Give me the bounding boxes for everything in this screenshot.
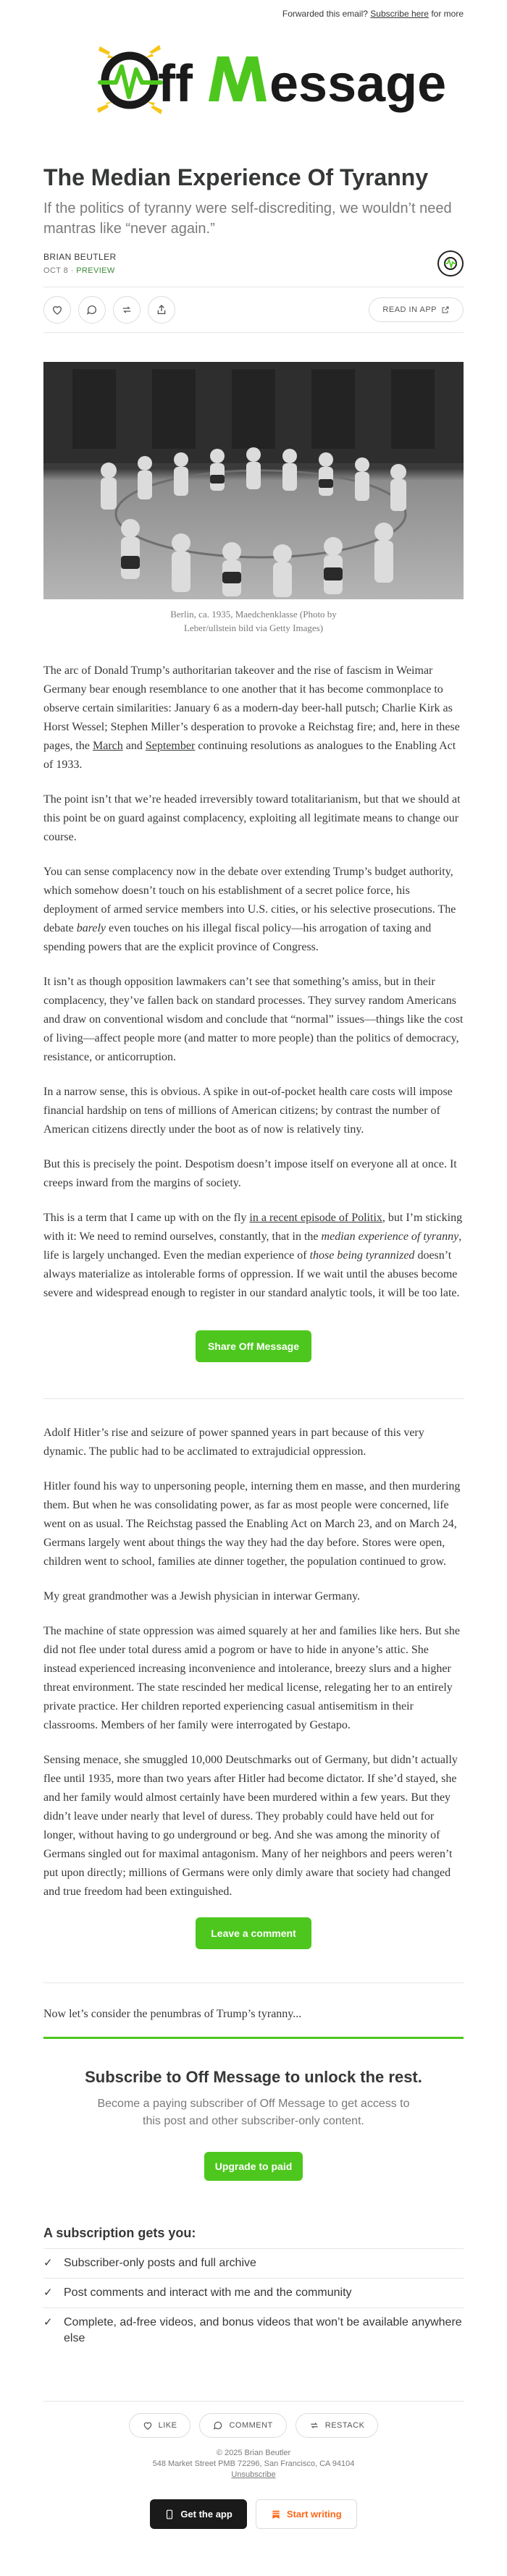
logo-text-essage: essage [269, 55, 447, 113]
forward-notice [0, 0, 507, 22]
post-title[interactable]: The Median Experience Of Tyranny [43, 164, 429, 190]
logo-m [209, 56, 267, 101]
share-off-message-button[interactable]: Share Off Message [196, 1330, 311, 1362]
paragraph [43, 1209, 464, 1303]
footer-actions [43, 2401, 464, 2438]
post-subtitle: If the politics of tyranny were self-discrediting, we wouldn’t need mantras like “never again.” [43, 200, 452, 237]
march-link[interactable]: March [92, 740, 123, 753]
paragraph: Now let’s consider the penumbras of Trump’s tyranny... [43, 2008, 302, 2021]
paragraph-text: continuing resolutions as analogues to the Enabling Act of 1933. [43, 740, 456, 772]
historical-photo[interactable] [43, 362, 464, 599]
comment-icon [213, 2420, 223, 2431]
paragraph: It isn’t as though opposition lawmakers can’t see that something’s amiss, but in their complacency, they’ve fallen back on standard processes. They survey random Americans and draw on conventional wisdom and conclude that “normal” issues—things like the cost of living—affect people more (and matter to more people) than the politics of democracy, resistance, or anticorruption. [43, 976, 464, 1064]
benefits-title: A subscription gets you: [43, 2226, 464, 2249]
author-name[interactable]: BRIAN BEUTLER [43, 252, 117, 263]
footer-restack-button[interactable] [296, 2413, 379, 2438]
emphasis: barely [76, 922, 106, 935]
list-item [43, 2308, 464, 2353]
divider [43, 1982, 464, 1983]
emphasis: those being tyrannized [309, 1249, 415, 1262]
publication-avatar[interactable] [437, 250, 464, 276]
start-writing-button[interactable] [256, 2499, 357, 2529]
forward-suffix: for more [428, 9, 464, 19]
restack-icon [121, 304, 133, 316]
paragraph: But this is precisely the point. Despotism doesn’t impose itself on everyone all at once. It creeps inward from the margins of society. [43, 1158, 457, 1190]
paragraph: Hitler found his way to unpersoning people, interning them en masse, and then murdering them. But when he was consolidating power, as far as most people were concerned, life went on as usual. The Reichstag passed the Enabling Act on March 23, and on March 24, Germans largely went about things the way they had the day before. Stores were open, children went to school, families ate dinner together, the population continued to grow. [43, 1480, 461, 1568]
read-in-app-label: READ IN APP [382, 305, 437, 315]
restack-icon [309, 2420, 319, 2431]
share-icon [156, 304, 167, 316]
paywall-description: Become a paying subscriber of Off Message to get access to this post and other subscriber-only content. [97, 2098, 410, 2128]
benefits-list [43, 2226, 464, 2353]
divider [43, 1398, 464, 1399]
check-icon: ✓ [43, 2257, 53, 2270]
footer-info [0, 2448, 507, 2480]
paragraph: Adolf Hitler’s rise and seizure of power spanned years in part because of this very dynamic. The public had to be acclimated to extrajudicial oppression. [43, 1427, 424, 1458]
restack-button[interactable] [113, 296, 141, 324]
check-icon: ✓ [43, 2286, 53, 2300]
paragraph: The machine of state oppression was aimed squarely at her and families like hers. But she did not flee under total duress amid a pogrom or have to hide in anyone’s attic. She instead experienced increasing inconvenience and intolerance, breezy slurs and a higher threat environment. The state rescinded her medical license, relegating her to an entirely private practice. Her children reported experiencing casual antisemitism in their classrooms. Members of her family were interrogated by Gestapo. [43, 1625, 460, 1732]
like-label: LIKE [158, 2421, 177, 2431]
post-date: OCT 8 [43, 266, 69, 276]
september-link[interactable]: September [145, 740, 196, 753]
benefit-text: Post comments and interact with me and the community [64, 2286, 352, 2300]
paragraph [43, 863, 464, 957]
comment-label: COMMENT [229, 2421, 273, 2431]
footer-like-button[interactable] [129, 2413, 191, 2438]
post-body-continued [43, 1424, 464, 1901]
leave-comment-button[interactable]: Leave a comment [196, 1917, 311, 1949]
post-date-row: OCT 8 · PREVIEW [43, 266, 115, 276]
list-item [43, 2279, 464, 2308]
benefit-text: Complete, ad-free videos, and bonus videos that won’t be available anywhere else [64, 2316, 462, 2345]
post-body [43, 662, 464, 1303]
paragraph: My great grandmother was a Jewish physician in interwar Germany. [43, 1590, 361, 1603]
forward-prefix: Forwarded this email? [282, 9, 371, 19]
like-button[interactable] [43, 296, 71, 324]
paragraph: Sensing menace, she smuggled 10,000 Deutschmarks out of Germany, but didn’t actually flee until 1935, more than two years after Hitler had become dictator. If she’d stayed, she and her family would almost certainly have been murdered within a few years. But they didn’t leave under nearly that level of duress. They probably could have held out for longer, without having to go underground or beg. And she was among the minority of Germans singled out for maximal antagonism. Many of her neighbors and peers weren’t put upon directly; millions of Germans were only dimly aware that society had changed and true freedom had been extinguished. [43, 1754, 458, 1899]
check-icon: ✓ [43, 2316, 53, 2329]
unsubscribe-link[interactable]: Unsubscribe [231, 2470, 276, 2480]
benefit-text: Subscriber-only posts and full archive [64, 2257, 256, 2270]
get-the-app-label: Get the app [180, 2509, 232, 2520]
heartbeat-icon [443, 256, 458, 271]
subscribe-link[interactable]: Subscribe here [370, 9, 429, 19]
post-action-bar [43, 287, 464, 333]
off-message-logo[interactable] [80, 32, 447, 133]
paragraph-text: This is a term that I came up with on the fly [43, 1212, 250, 1225]
paywall-heading: Subscribe to Off Message to unlock the rest. [85, 2068, 422, 2087]
comment-icon [86, 304, 98, 316]
share-button[interactable] [148, 296, 175, 324]
copyright: © 2025 Brian Beutler [216, 2449, 291, 2458]
preview-label: PREVIEW [76, 266, 115, 276]
substack-icon [271, 2509, 281, 2520]
paragraph-text: , life is largely unchanged. Even the median experience of [43, 1230, 462, 1262]
paragraph [43, 662, 464, 774]
politix-episode-link[interactable]: in a recent episode of Politix [249, 1212, 382, 1225]
paragraph-text: , but I’m sticking with it: We need to remind ourselves, constantly, that in the [43, 1212, 463, 1243]
photo-caption: Berlin, ca. 1935, Maedchenklasse (Photo by Leber/ullstein bild via Getty Images) [170, 609, 337, 634]
paragraph: The point isn’t that we’re headed irreversibly toward totalitarianism, but that we should at this point be on guard against complacency, exploiting all legitimate means to change our course. [43, 793, 461, 844]
paragraph-text: You can sense complacency now in the debate over extending Trump’s budget authority, which somehow doesn’t touch on his establishment of a secret police force, his deployment of armed service members into U.S. cities, or his selective prosecutions. The debate [43, 866, 456, 935]
read-in-app-button[interactable] [369, 297, 464, 322]
paragraph-text: and [122, 740, 146, 753]
heart-icon [143, 2420, 153, 2431]
paragraph-text: even touches on his illegal fiscal policy—his arrogation of taxing and spending powers that are the explicit province of Congress. [43, 922, 432, 954]
emphasis: median experience of tyranny [321, 1230, 459, 1243]
external-link-icon [441, 305, 450, 314]
paywall-box [43, 2037, 464, 2181]
logo-text-ff: ff [158, 55, 193, 113]
list-item [43, 2249, 464, 2279]
comment-button[interactable] [78, 296, 106, 324]
byline [43, 250, 464, 276]
paragraph: In a narrow sense, this is obvious. A spike in out-of-pocket health care costs will impose financial hardship on tens of millions of American citizens; by contrast the number of American citizens directly under the boot as of now is relatively tiny. [43, 1086, 453, 1136]
upgrade-to-paid-button[interactable]: Upgrade to paid [204, 2152, 303, 2181]
paragraph-text: doesn’t always materialize as intolerable forms of oppression. If we wait until the abuses become severe and widespread enough to register in our standard analytic tools, it will be too late. [43, 1249, 460, 1300]
heart-icon [51, 304, 63, 316]
get-the-app-button[interactable] [150, 2499, 247, 2529]
phone-icon [164, 2509, 175, 2520]
publication-logo[interactable] [0, 22, 507, 138]
start-writing-label: Start writing [286, 2509, 342, 2520]
footer-comment-button[interactable] [199, 2413, 286, 2438]
restack-label: RESTACK [324, 2421, 365, 2431]
paragraph-text: The arc of Donald Trump’s authoritarian takeover and the rise of fascism in Weimar Germany bear enough resemblance to one another that it has become commonplace to observe certain similarities: January 6 as a modern-day beer-hall putsch; Charlie Kirk as Horst Wessel; Stephen Miller’s desperation to provoke a Reichstag fire; and, here in these pages, the [43, 664, 460, 753]
footer-cta [0, 2499, 507, 2543]
mailing-address: 548 Market Street PMB 72296, San Francisco, CA 94104 [152, 2459, 355, 2469]
